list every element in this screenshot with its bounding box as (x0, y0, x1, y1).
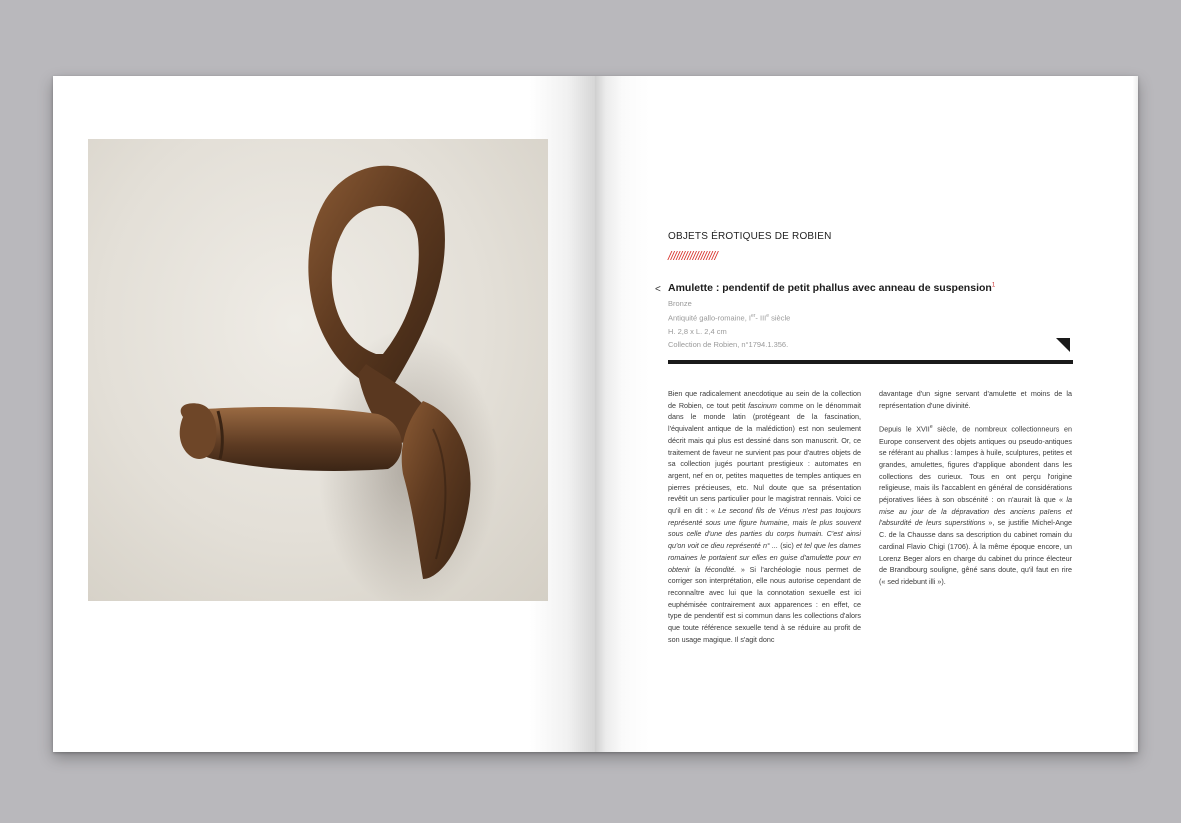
meta-collection: Collection de Robien, n°1794.1.356. (668, 340, 789, 350)
column2-paragraph-2 (879, 422, 1072, 587)
amulet-photo (88, 139, 548, 601)
section-title: OBJETS ÉROTIQUES DE ROBIEN (668, 231, 832, 242)
text-run: (sic) (778, 541, 796, 551)
footnote-mark: 1 (991, 282, 996, 289)
back-arrow-icon[interactable]: < (655, 284, 661, 295)
meta-date (668, 310, 790, 325)
text-column-1 (668, 388, 861, 645)
text-column-2 (879, 388, 1072, 588)
meta-date-prefix: Antiquité gallo-romaine, I (668, 313, 751, 323)
italic-run: fascinum (748, 400, 777, 410)
italic-quote: et tel que les dames romaines le portaient sur elles en guise d'amulette pour en obtenir la fécondité. (668, 541, 861, 574)
amulet-illustration (88, 139, 548, 601)
text-run: Bien que radicalement anecdotique au sein de la collection de Robien, ce tout petit (668, 389, 861, 410)
italic-quote: Le second fils de Vénus n'est pas toujours représenté sous une figure humaine, mais le plus souvent sous celle d'une des parties du corps humain. C'est ainsi qu'on voit ce dieu représenté n° ... (668, 506, 861, 551)
divider-rule (668, 360, 1073, 364)
text-run: comme on le dénommait dans le monde latin (protégeant de la fascination, l'équivalent antique de la malédiction) est non seulement décrit mais qui plus est dessiné dans son manuscrit. Or, ce traitement de faveur ne survient pas pour d'autres objets de sa collection jugés pourtant prestigieux : automates en argent, nef en or, petites maquettes de temples antiques en pierres précieuses, etc. Nul doute que sa présentation revêtit un sens particulier pour le magistrat rennais. Voici ce qu'il en dit : « (668, 400, 861, 516)
text-run: » Si l'archéologie nous permet de corriger son interprétation, elle nous autorise cependant de reconnaître avec lui que la connotation sexuelle est ici euphémisée contrairement aux apparences : en effet, ce type de pendentif est si commun dans les collections d'alors que toute référence sexuelle tend à se réduire au profit de son usage magique. Il s'agit donc (668, 564, 861, 644)
italic-quote: la mise au jour de la dépravation des anciens païens et l'absurdité de leurs superstitions (879, 495, 1072, 528)
meta-date-mid: - III (755, 313, 767, 323)
decorative-slashes: ////////////////// (668, 249, 718, 263)
left-page (53, 76, 595, 752)
object-metadata (668, 297, 790, 351)
corner-triangle-icon (1056, 338, 1070, 352)
text-run: siècle, de nombreux collectionneurs en Europe conservent des objets antiques ou pseudo-antiques se référant au phallus : lampes à huile, sculptures, petites et grandes, amulettes, figures d'applique abondent dans les collections des curieux. Tous en ont perçu l'origine religieuse, mais ils l'accablent en général de considérations péjoratives liées à son obscénité : on n'aurait là que « (879, 424, 1072, 505)
right-page (595, 76, 1138, 752)
text-run: », se justifie Michel-Ange C. de la Chausse dans sa description du cabinet romain du cardinal Flavio Chigi (1706). À la même époque encore, un Lorenz Beger alors en charge du cabinet du prince électeur de Brandbourg souligne, gêné sans doute, qu'il faut en rire (« sed ridebunt illi »). (879, 518, 1072, 586)
meta-date-sup1: er (750, 313, 756, 320)
superscript: e (929, 424, 933, 431)
meta-date-suffix: siècle (769, 313, 791, 323)
column2-paragraph-1: davantage d'un signe servant d'amulette et moins de la représentation d'une divinité. (879, 389, 1072, 410)
object-title-text: Amulette : pendentif de petit phallus avec anneau de suspension (668, 282, 992, 294)
meta-material: Bronze (668, 299, 692, 308)
meta-dimensions: H. 2,8 x L. 2,4 cm (668, 326, 727, 336)
object-title (668, 282, 995, 294)
text-run: Depuis le XVII (879, 424, 930, 434)
column1-paragraph (668, 388, 861, 645)
meta-date-sup2: e (766, 313, 770, 320)
open-book (53, 76, 1138, 752)
